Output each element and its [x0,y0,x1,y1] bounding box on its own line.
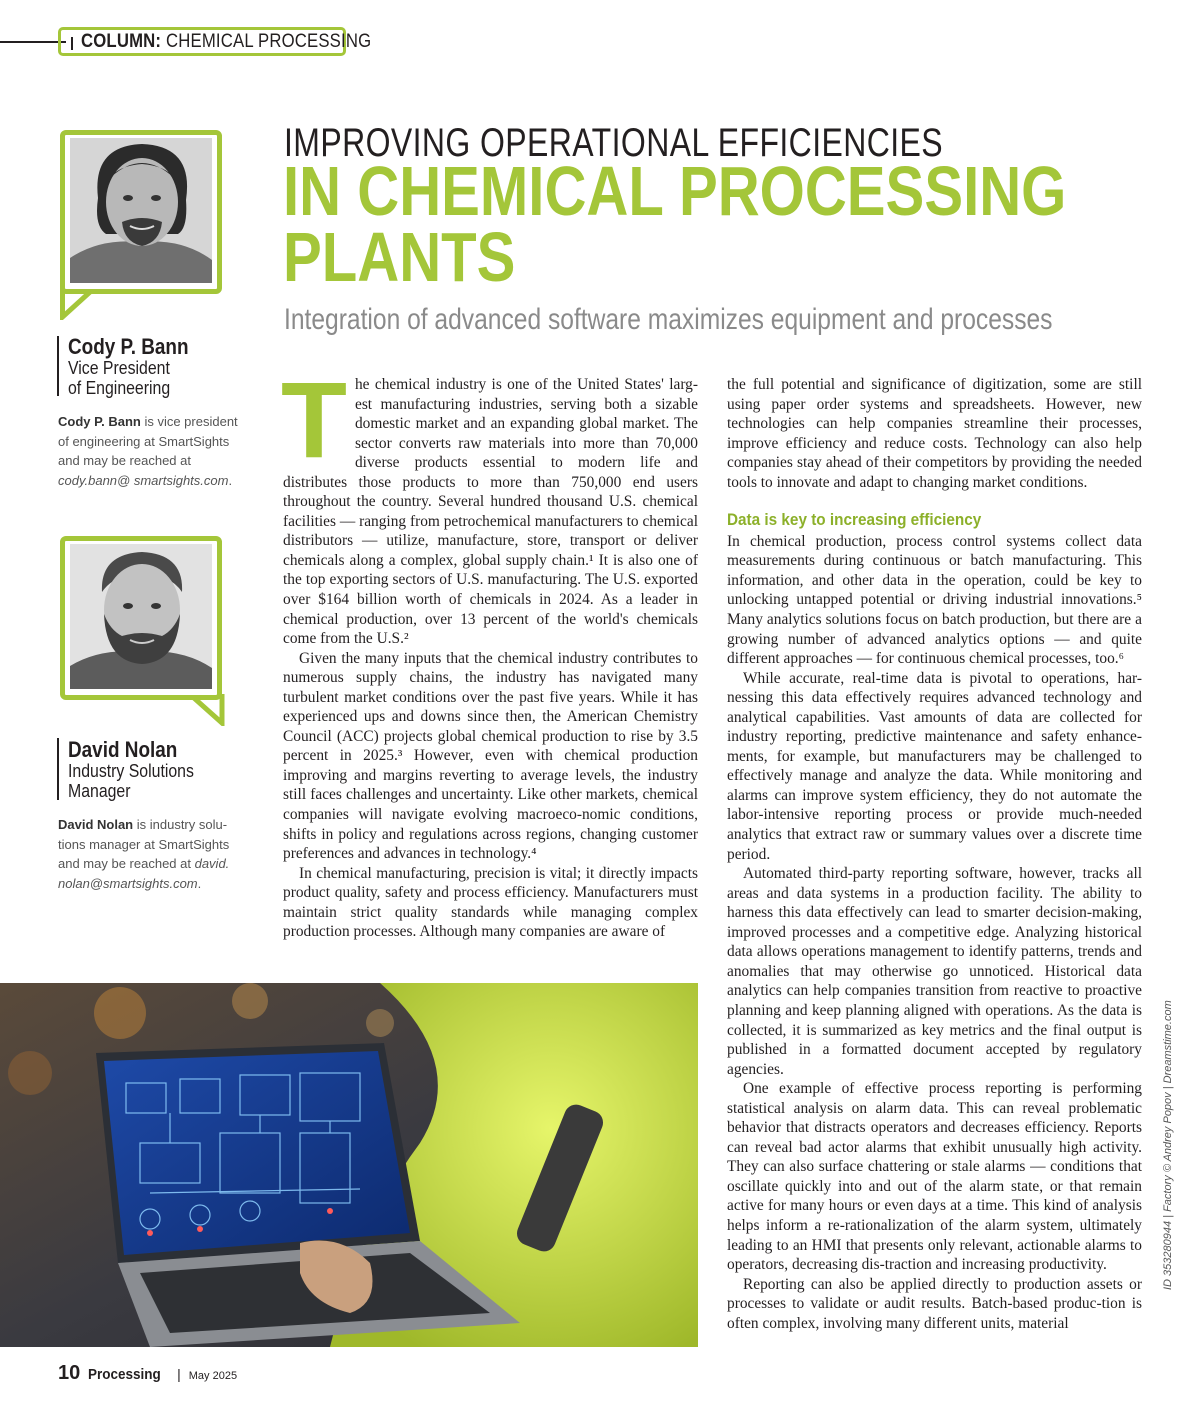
headline-line-2: PLANTS [283,218,516,296]
folio-separator: | [177,1366,181,1382]
author-bar-2 [57,738,59,800]
bio-text-1: is vice president of engineering at SmartSights and may be reached at [58,414,238,469]
author-bio-2 [58,815,248,894]
author-title-1 [68,358,170,398]
paragraph-4: the full potential and significance of digitization, some are still using paper order systems and spreadsheets. However, new technologies can help companies streamline their processes, improve efficiency and reduce costs. Technology can also help companies stay ahead of their competitors by providing the needed tools to innovate and adapt to changing market conditions. [727,376,1142,491]
paragraph-7: Automated third-party reporting software, however, tracks all areas and data systems in a production facility. The ability to harness this data effectively can lead to smarter decision-making, improved processes and a competitive edge. Analyzing historical data allows operations management to identify patterns, trends and anomalies that may otherwise go unnoticed. Historical data analytics can help companies transition from reactive to proactive planning and keep planning aligned with operations. As the data is collected, it is summarized as key metrics and the final output is published in a formatted document accepted by regulatory agencies. [727,865,1142,1078]
page-folio [58,1362,237,1385]
headline-kicker: IMPROVING OPERATIONAL EFFICIENCIES [284,121,944,165]
tag-rule [0,41,66,43]
author-name-2: David Nolan [68,737,178,762]
paragraph-1-text: he chemical industry is one of the United States' larg-est manufacturing industries, serving both a sizable domestic market and an expanding global market. The sector converts raw materials into more than 70,000 diverse products essential to modern life and distributes those products to more than 750,000 end users throughout the country. Several hundred thousand U.S. chemical facilities — ranging from petrochemical manufacturers to chemical distributors — utilize, manufacture, store, transport or deliver chemicals along a complex, global supply chain.¹ It is also one of the top exporting sectors of U.S. manufacturing. The U.S. exported over $164 billion worth of chemicals in 2024. As a leader in chemical production, over 13 percent of the world's chemicals come from the U.S.² [283,376,698,648]
paragraph-9: Reporting can also be applied directly to production assets or processes to validate or audit results. Batch-based produc-tion is often complex, involving many different units, material [727,1275,1142,1332]
column-tag-topic: CHEMICAL PROCESSING [166,30,372,52]
column-tag-text [81,31,371,53]
deck: Integration of advanced software maximizes equipment and processes [284,303,1053,336]
author-bio-1 [58,412,248,491]
hero-photo [0,983,698,1347]
speech-tail-2 [186,694,226,726]
speech-tail-1 [60,288,100,320]
column-tag [58,27,372,56]
paragraph-3: In chemical manufacturing, precision is vital; it directly impacts product quality, safety and process efficiency. Manufacturers must maintain strict quality standards while managing complex production processes. Although many companies are aware of [283,864,698,941]
bio-end-2: . [197,876,202,892]
paragraph-8: One example of effective process reporting is performing statistical analysis on alarm data. This can reveal problematic behavior that distracts operators and decreases efficiency. Reports can reveal bad actor alarms that exhibit unusually high activity. They can also surface chattering or stale alarms — conditions that oscillate quickly into and out of the alarm state, or that remain active for many hours or even days at a time. This kind of analysis helps inform a re-rationalization of the alarm system, ultimately leading to an HMI that presents only relevant, actionable alarms to operators, decreasing dis-traction and increasing productivity. [727,1080,1142,1274]
paragraph-6: While accurate, real-time data is pivotal to operations, har-nessing this data effectively requires advanced technology and analytical capabilities. Vast amounts of data are collected for industry reporting, predictive maintenance and safety enhance-ments, for example, but manufacturers may be challenged to effectively manage and analyze the data. While monitoring and alarms can improve system efficiency, they do not automate the labor-intensive reporting process or provide much-needed analytics that extract raw or summary values over a discrete time period. [727,669,1142,863]
bio-name-1: Cody P. Bann [58,414,141,429]
paragraph-1 [281,359,698,649]
drop-cap: T [281,359,347,480]
author-title-2-line1: Industry Solutions [68,761,194,781]
author-title-1-line2: of Engineering [68,378,171,398]
magazine-name: Processing [88,1366,162,1383]
bio-name-2: David Nolan [58,817,134,832]
author-photo-1 [70,138,212,283]
column-tag-prefix: COLUMN: [81,30,162,52]
author-title-2-line2: Manager [68,781,131,801]
author-title-2 [68,761,194,801]
author-name-1: Cody P. Bann [68,334,189,359]
photo-credit: ID 353280944 | Factory © Andrey Popov | Dreamstime.com [1162,1000,1174,1290]
paragraph-5: In chemical production, process control systems collect data measurements during continuous or batch manufacturing. This information, and other data in the operation, could be key to unlocking untapped potential or driving industrial innovations.⁵ Many analytics solutions focus on batch production, but there are a growing number of advanced analytics options — and quite different approaches — for continuous chemical processes, too.⁶ [727,532,1142,668]
bio-end-1: . [228,473,233,489]
author-bar-1 [57,336,59,396]
body-column-1 [281,359,698,942]
author-title-1-line1: Vice President [68,358,170,378]
issue-date: May 2025 [188,1370,238,1382]
author-email-1[interactable]: cody.bann@ smartsights.com [58,473,229,489]
headline [283,152,1067,296]
headline-line-1: IN CHEMICAL PROCESSING [283,152,1067,230]
section-subhead: Data is key to increasing efficiency [727,510,982,530]
author-photo-2 [70,544,212,689]
bio-text-2: is industry solu-tions manager at SmartSights and may be reached at [58,817,230,872]
tag-tick [71,37,73,50]
author-email-2[interactable]: david. nolan@smartsights.com [58,856,230,892]
body-column-2 [727,375,1142,1333]
paragraph-2: Given the many inputs that the chemical industry contributes to numerous supply chains, the industry has navigated many turbulent market conditions over the past five years. While it has experienced ups and downs since then, the American Chemistry Council (ACC) projects global chemical production to rise by 3.5 percent in 2025.³ However, even with chemical production improving and margins reverting to average levels, the industry still faces challenges and uncertainty. Like other markets, chemical companies will navigate evolving macroeco-nomic conditions, shifts in policy and regulations across regions, changing customer preferences and advances in technology.⁴ [283,649,698,863]
page-number: 10 [58,1362,81,1384]
